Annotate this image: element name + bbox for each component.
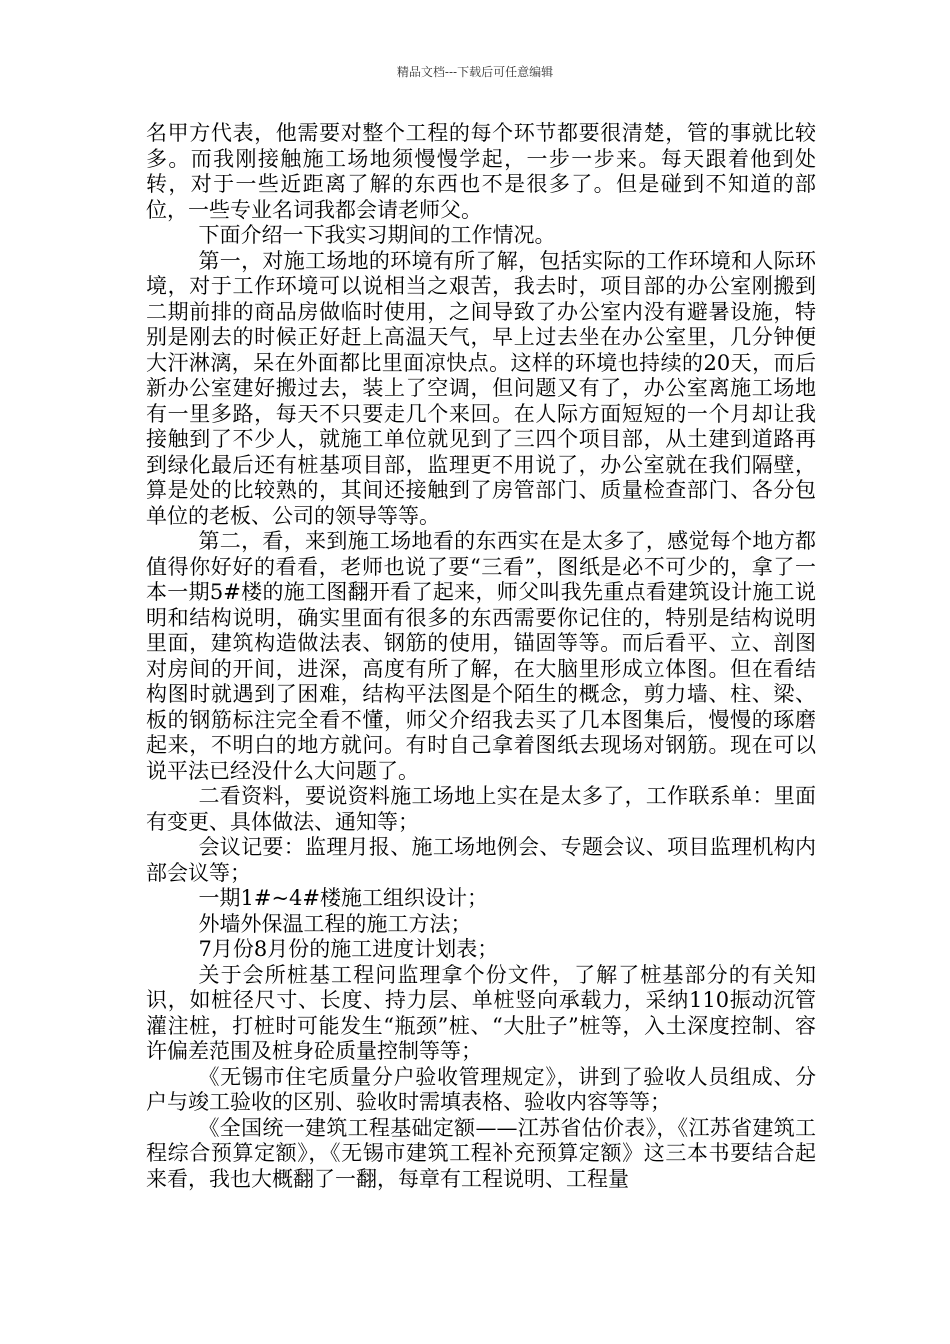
paragraph: 会议记要：监理月报、施工场地例会、专题会议、项目监理机构内部会议等； bbox=[146, 835, 816, 885]
paragraph: 一期1#~4#楼施工组织设计； bbox=[198, 886, 489, 910]
paragraph: 《全国统一建筑工程基础定额——江苏省估价表》，《江苏省建筑工程综合预算定额》，《无锡市建筑工程补充预算定额》这三本书要结合起来看，我也大概翻了一翻，每章有工程说明、工程量 bbox=[146, 1115, 816, 1191]
document-body bbox=[146, 121, 816, 1192]
paragraph: 第一，对施工场地的环境有所了解，包括实际的工作环境和人际环境，对于工作环境可以说相当之艰苦，我去时，项目部的办公室刚搬到二期前排的商品房做临时使用，之间导致了办公室内没有避暑设施，特别是刚去的时候正好赶上高温天气，早上过去坐在办公室里，几分钟便大汗淋漓，呆在外面都比里面凉快点。这样的环境也持续的20天，而后新办公室建好搬过去，装上了空调，但问题又有了，办公室离施工场地有一里多路，每天不只要走几个来回。在人际方面短短的一个月却让我接触到了不少人，就施工单位就见到了三四个项目部，从土建到道路再到绿化最后还有桩基项目部，监理更不用说了，办公室就在我们隔壁，算是处的比较熟的，其间还接触到了房管部门、质量检查部门、各分包单位的老板、公司的领导等等。 bbox=[146, 248, 816, 528]
paragraph: 外墙外保温工程的施工方法； bbox=[198, 911, 472, 936]
paragraph: 二看资料，要说资料施工场地上实在是太多了，工作联系单：里面有变更、具体做法、通知等； bbox=[146, 784, 816, 834]
paragraph: 《无锡市住宅质量分户验收管理规定》，讲到了验收人员组成、分户与竣工验收的区别、验收时需填表格、验收内容等等； bbox=[146, 1064, 816, 1114]
paragraph: 第二，看，来到施工场地看的东西实在是太多了，感觉每个地方都值得你好好的看看，老师也说了要“三看”，图纸是必不可少的，拿了一本一期5#楼的施工图翻开看了起来，师父叫我先重点看建筑设计施工说明和结构说明，确实里面有很多的东西需要你记住的，特别是结构说明里面，建筑构造做法表、钢筋的使用，锚固等等。而后看平、立、剖图对房间的开间，进深，高度有所了解，在大脑里形成立体图。但在看结构图时就遇到了困难，结构平法图是个陌生的概念，剪力墙、柱、梁、板的钢筋标注完全看不懂，师父介绍我去买了几本图集后，慢慢的琢磨起来，不明白的地方就问。有时自己拿着图纸去现场对钢筋。现在可以说平法已经没什么大问题了。 bbox=[146, 529, 816, 783]
paragraph: 下面介绍一下我实习期间的工作情况。 bbox=[198, 223, 556, 247]
paragraph: 名甲方代表，他需要对整个工程的每个环节都要很清楚，管的事就比较多。而我刚接触施工场地须慢慢学起，一步一步来。每天跟着他到处转，对于一些近距离了解的东西也不是很多了。但是碰到不知道的部位，一些专业名词我都会请老师父。 bbox=[146, 121, 816, 222]
page-header: 精品文档---下载后可任意编辑 bbox=[396, 65, 554, 79]
paragraph: 7月份8月份的施工进度计划表； bbox=[198, 937, 499, 961]
paragraph: 关于会所桩基工程问监理拿个份文件，了解了桩基部分的有关知识，如桩径尺寸、长度、持力层、单桩竖向承载力，采纳110振动沉管灌注桩，打桩时可能发生“瓶颈”桩、“大肚子”桩等，入土深度控制、容许偏差范围及桩身砼质量控制等等； bbox=[146, 962, 816, 1063]
